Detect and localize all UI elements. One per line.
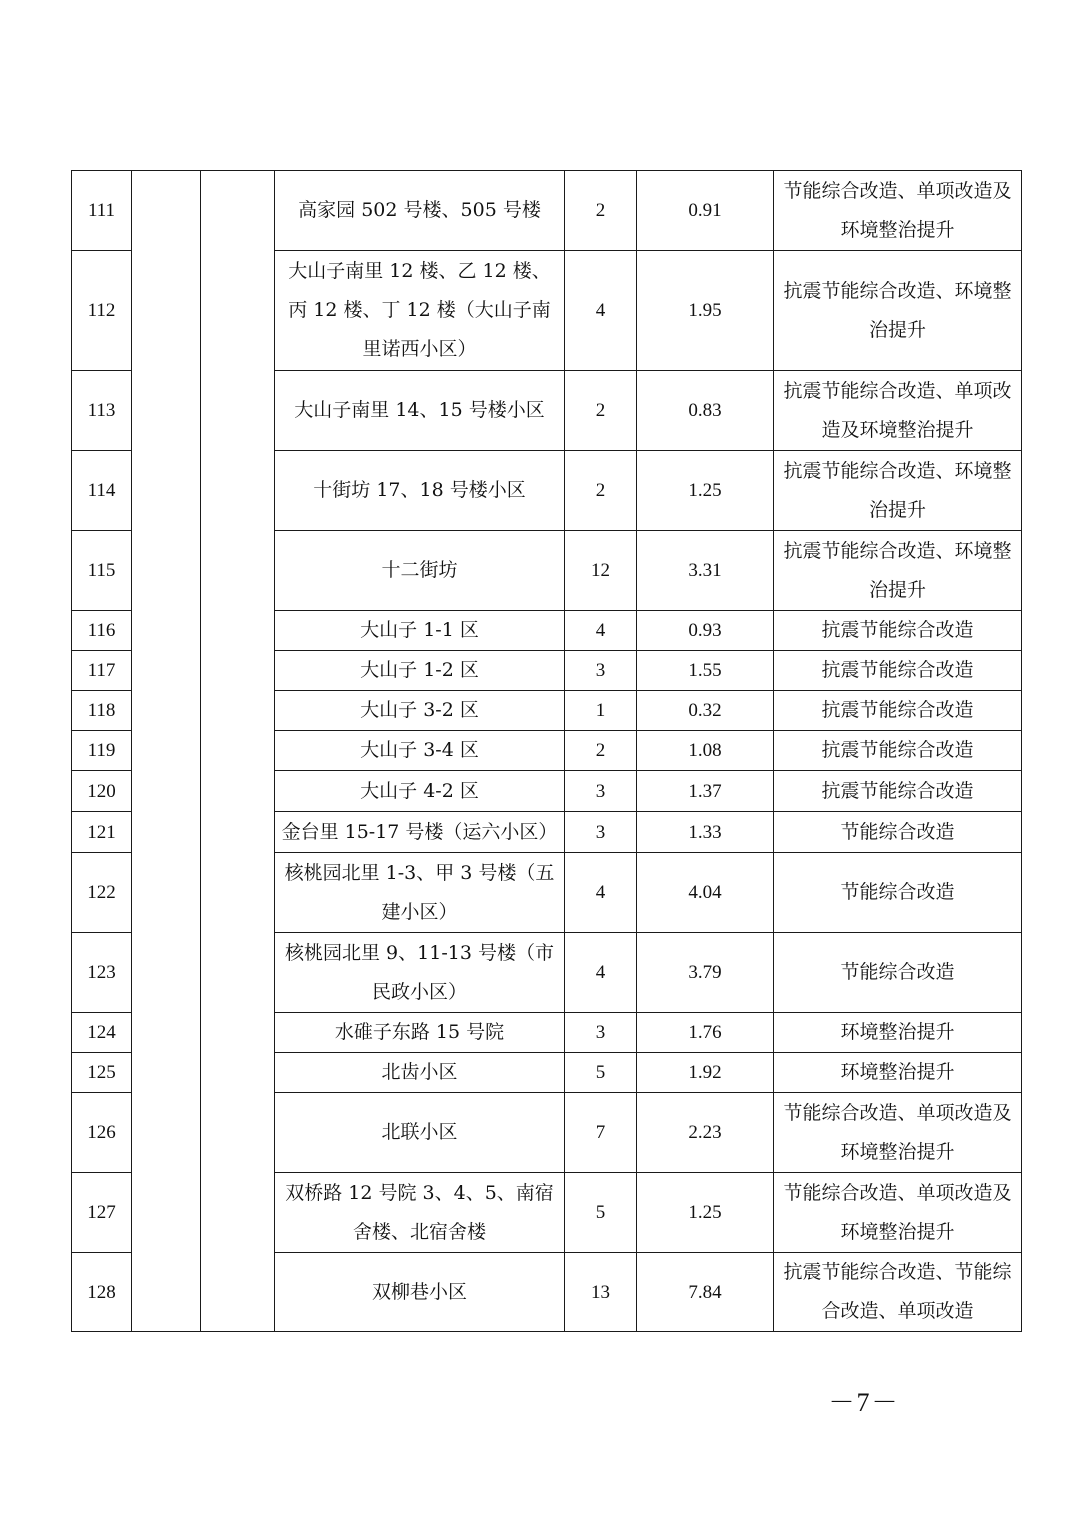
renovation-type-cell: 抗震节能综合改造、单项改造及环境整治提升 — [774, 371, 1022, 451]
area-cell: 3.79 — [637, 933, 774, 1013]
community-name-cell: 大山子 1-1 区 — [275, 611, 565, 651]
renovation-type-cell: 抗震节能综合改造 — [774, 691, 1022, 731]
area-cell: 0.91 — [637, 171, 774, 251]
community-name-cell: 大山子 1-2 区 — [275, 651, 565, 691]
row-number-cell: 119 — [72, 731, 132, 771]
area-cell: 0.32 — [637, 691, 774, 731]
area-cell: 3.31 — [637, 531, 774, 611]
renovation-type-cell: 抗震节能综合改造 — [774, 611, 1022, 651]
table-body — [72, 171, 1022, 1332]
area-cell: 1.25 — [637, 1173, 774, 1253]
building-count-cell: 2 — [565, 451, 637, 531]
building-count-cell: 5 — [565, 1173, 637, 1253]
building-count-cell: 13 — [565, 1253, 637, 1332]
community-name-cell: 双桥路 12 号院 3、4、5、南宿舍楼、北宿舍楼 — [275, 1173, 565, 1253]
area-cell: 1.76 — [637, 1013, 774, 1053]
area-cell: 1.55 — [637, 651, 774, 691]
building-count-cell: 4 — [565, 251, 637, 371]
row-number-cell: 118 — [72, 691, 132, 731]
renovation-type-cell: 环境整治提升 — [774, 1053, 1022, 1093]
community-name-cell: 大山子南里 14、15 号楼小区 — [275, 371, 565, 451]
community-name-cell: 金台里 15-17 号楼（运六小区） — [275, 812, 565, 853]
renovation-type-cell: 抗震节能综合改造、环境整治提升 — [774, 451, 1022, 531]
building-count-cell: 2 — [565, 371, 637, 451]
row-number-cell: 120 — [72, 771, 132, 812]
renovation-type-cell: 抗震节能综合改造、节能综合改造、单项改造 — [774, 1253, 1022, 1332]
renovation-type-cell: 节能综合改造 — [774, 853, 1022, 933]
row-number-cell: 113 — [72, 371, 132, 451]
row-number-cell: 121 — [72, 812, 132, 853]
community-name-cell: 核桃园北里 1-3、甲 3 号楼（五建小区） — [275, 853, 565, 933]
building-count-cell: 4 — [565, 611, 637, 651]
building-count-cell: 2 — [565, 731, 637, 771]
building-count-cell: 4 — [565, 853, 637, 933]
project-table — [71, 170, 1022, 1332]
area-cell: 0.93 — [637, 611, 774, 651]
renovation-type-cell: 节能综合改造、单项改造及环境整治提升 — [774, 1093, 1022, 1173]
community-name-cell: 十二街坊 — [275, 531, 565, 611]
area-cell: 1.33 — [637, 812, 774, 853]
community-name-cell: 大山子 3-2 区 — [275, 691, 565, 731]
building-count-cell: 3 — [565, 812, 637, 853]
row-number-cell: 128 — [72, 1253, 132, 1332]
area-cell: 1.95 — [637, 251, 774, 371]
renovation-type-cell: 节能综合改造、单项改造及环境整治提升 — [774, 1173, 1022, 1253]
row-number-cell: 114 — [72, 451, 132, 531]
community-name-cell: 高家园 502 号楼、505 号楼 — [275, 171, 565, 251]
renovation-type-cell: 抗震节能综合改造 — [774, 731, 1022, 771]
community-name-cell: 双柳巷小区 — [275, 1253, 565, 1332]
row-number-cell: 122 — [72, 853, 132, 933]
community-name-cell: 北齿小区 — [275, 1053, 565, 1093]
area-cell: 0.83 — [637, 371, 774, 451]
area-cell: 1.25 — [637, 451, 774, 531]
area-cell: 2.23 — [637, 1093, 774, 1173]
community-name-cell: 水碓子东路 15 号院 — [275, 1013, 565, 1053]
renovation-type-cell: 环境整治提升 — [774, 1013, 1022, 1053]
area-cell: 1.92 — [637, 1053, 774, 1093]
building-count-cell: 7 — [565, 1093, 637, 1173]
category-cell — [201, 171, 275, 1332]
row-number-cell: 123 — [72, 933, 132, 1013]
table-row — [72, 171, 1022, 251]
building-count-cell: 5 — [565, 1053, 637, 1093]
building-count-cell: 3 — [565, 651, 637, 691]
building-count-cell: 2 — [565, 171, 637, 251]
community-name-cell: 北联小区 — [275, 1093, 565, 1173]
renovation-type-cell: 抗震节能综合改造、环境整治提升 — [774, 251, 1022, 371]
row-number-cell: 125 — [72, 1053, 132, 1093]
renovation-type-cell: 节能综合改造 — [774, 933, 1022, 1013]
building-count-cell: 3 — [565, 771, 637, 812]
renovation-type-cell: 抗震节能综合改造 — [774, 771, 1022, 812]
community-name-cell: 十街坊 17、18 号楼小区 — [275, 451, 565, 531]
area-cell: 7.84 — [637, 1253, 774, 1332]
community-name-cell: 大山子 4-2 区 — [275, 771, 565, 812]
row-number-cell: 112 — [72, 251, 132, 371]
area-cell: 1.37 — [637, 771, 774, 812]
building-count-cell: 3 — [565, 1013, 637, 1053]
area-cell: 4.04 — [637, 853, 774, 933]
row-number-cell: 115 — [72, 531, 132, 611]
renovation-type-cell: 节能综合改造 — [774, 812, 1022, 853]
building-count-cell: 12 — [565, 531, 637, 611]
community-name-cell: 大山子 3-4 区 — [275, 731, 565, 771]
district-cell — [132, 171, 201, 1332]
building-count-cell: 1 — [565, 691, 637, 731]
row-number-cell: 111 — [72, 171, 132, 251]
row-number-cell: 124 — [72, 1013, 132, 1053]
community-name-cell: 核桃园北里 9、11-13 号楼（市民政小区） — [275, 933, 565, 1013]
row-number-cell: 116 — [72, 611, 132, 651]
row-number-cell: 126 — [72, 1093, 132, 1173]
row-number-cell: 117 — [72, 651, 132, 691]
row-number-cell: 127 — [72, 1173, 132, 1253]
community-name-cell: 大山子南里 12 楼、乙 12 楼、丙 12 楼、丁 12 楼（大山子南里诺西小区） — [275, 251, 565, 371]
building-count-cell: 4 — [565, 933, 637, 1013]
renovation-type-cell: 抗震节能综合改造 — [774, 651, 1022, 691]
renovation-type-cell: 抗震节能综合改造、环境整治提升 — [774, 531, 1022, 611]
renovation-type-cell: 节能综合改造、单项改造及环境整治提升 — [774, 171, 1022, 251]
page-number: －7－ — [828, 1388, 900, 1417]
area-cell: 1.08 — [637, 731, 774, 771]
